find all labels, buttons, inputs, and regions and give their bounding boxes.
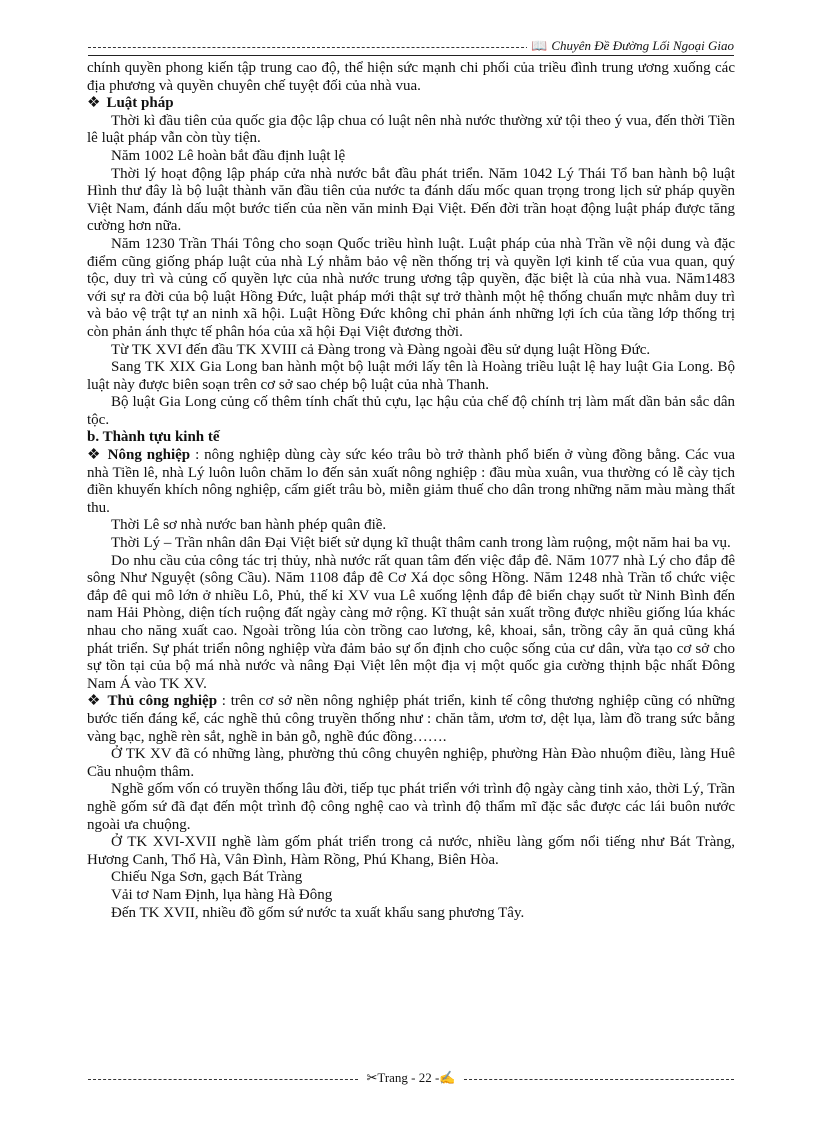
paragraph: Bộ luật Gia Long củng cố thêm tính chất thủ cựu, lạc hậu của chế độ chính trị làm mất dần bản sắc dân tộc. (87, 394, 735, 428)
book-icon: 📖 (531, 38, 548, 53)
paragraph: Ở TK XVI-XVII nghề làm gốm phát triển trong cả nước, nhiều làng gốm nổi tiếng như Bát Tràng, Hương Canh, Thổ Hà, Vân Đình, Hàm Rồng, Phú Khang, Biên Hòa. (87, 834, 735, 868)
paragraph: Nghề gốm vốn có truyền thống lâu đời, tiếp tục phát triển với trình độ ngày càng tinh xảo, thời Lý, Trần nghề gốm sứ đã đạt đến một trình độ công nghệ cao và trình độ thẩm mĩ đặc sắc được các lái buôn nước ngoài ưa chuộng. (87, 781, 735, 833)
section-heading-b: b. Thành tựu kinh tế (87, 429, 220, 446)
paragraph: Do nhu cầu của công tác trị thủy, nhà nước rất quan tâm đến việc đắp đê. Năm 1077 nhà Lý cho đắp đê sông Như Nguyệt (sông Cầu). Năm 1108 đắp đê Cơ Xá dọc sông Hồng. Năm 1248 nhà Trần tổ chức việc đắp đê qui mô lớn ở nhiều Lô, Phủ, thế kỉ XV vua Lê xuống lệnh đắp đê biển chạy suốt từ Ninh Bình đến nam Hải Phòng, diện tích ruộng đất ngày càng mở rộng. Kĩ thuật sản xuất trồng được nhiều giống lúa khác nhau cho năng xuất cao. Ngoài trồng lúa còn trồng cao lương, kê, khoai, sắn, trồng cây ăn quả cũng khá phát triển. Sự phát triển nông nghiệp vừa đảm bảo sự ổn định cho cuộc sống của cư dân, vừa tạo cơ sở cho sự tồn tại của bộ má nhà nước và nâng Đại Việt lên một địa vị một quốc gia cường thịnh bậc nhất Đông Nam Á vào TK XV. (87, 552, 735, 692)
page-footer (88, 1070, 734, 1086)
bullet-diamond-icon: ❖ (87, 693, 102, 710)
paragraph: Sang TK XIX Gia Long ban hành một bộ luật mới lấy tên là Hoàng triều luật lệ hay luật Gia Long. Bộ luật này được biên soạn trên cơ sở sao chép bộ luật của nhà Thanh. (87, 359, 735, 393)
paragraph: Đến TK XVII, nhiều đồ gốm sứ nước ta xuất khẩu sang phương Tây. (111, 904, 525, 921)
paragraph: Thời Lý – Trần nhân dân Đại Việt biết sử dụng kĩ thuật thâm canh trong làm ruộng, một năm hai ba vụ. (111, 535, 731, 552)
inline-heading-nong-nghiep: Nông nghiệp (107, 447, 191, 464)
page-number: ✂Trang - 22 -✍ (360, 1070, 461, 1086)
paragraph: Thời lý hoạt động lập pháp cửa nhà nước bắt đầu phát triển. Năm 1042 Lý Thái Tổ ban hành bộ luật Hình thư đây là bộ luật thành văn đầu tiên của nước ta đánh dấu mốc quan trọng trong lịch sử pháp quyền Việt Nam, đánh dấu một bước tiến của nền văn minh Đại Việt. Đến đời trần hoạt động luật pháp được tăng cường hơn nữa. (87, 165, 735, 235)
footer-dashed-rule-left (88, 1079, 358, 1080)
header-title (527, 38, 734, 54)
page-header (88, 38, 734, 54)
paragraph: Thời kì đầu tiên của quốc gia độc lập chua có luật nên nhà nước thường xử tội theo ý vua, đến thời Tiền lê luật pháp vẫn còn tùy tiện. (87, 112, 735, 147)
bullet-diamond-icon: ❖ (87, 447, 102, 464)
paragraph-nong-nghiep: ❖ Nông nghiệp : nông nghiệp dùng cày sức kéo trâu bò trở thành phổ biến ở vùng đồng bằng. Các vua nhà Tiền lê, nhà Lý luôn luôn chăm lo đến sản xuất nông nghiệp : đầu mùa xuân, vua thường có lễ cày tịch điền khuyến khích nông nghiệp, cấm giết trâu bò, miễn giảm thuế cho dân trong những năm màu màng thất thu. (87, 447, 735, 516)
paragraph: Chiếu Nga Sơn, gạch Bát Tràng (111, 869, 303, 886)
paragraph: Vải tơ Nam Định, lụa hàng Hà Đông (111, 886, 333, 903)
paragraph: Từ TK XVI đến đầu TK XVIII cả Đàng trong và Đàng ngoài đều sử dụng luật Hồng Đức. (111, 341, 651, 358)
paragraph: Thời Lê sơ nhà nước ban hành phép quân điề. (111, 517, 387, 534)
paragraph: Năm 1002 Lê hoàn bắt đầu định luật lệ (111, 147, 346, 164)
paragraph: chính quyền phong kiến tập trung cao độ, thể hiện sức mạnh chi phối của triều đình trung ương xuống các địa phương và quyền chuyên chế tuyệt đối của nhà vua. (87, 60, 735, 94)
inline-heading-thu-cong: Thủ công nghiệp (107, 693, 218, 710)
footer-dashed-rule-right (464, 1079, 734, 1080)
section-heading-luat-phap: ❖ Luật pháp (87, 95, 174, 112)
header-solid-rule (88, 55, 734, 56)
document-body (87, 60, 735, 922)
header-title-text: Chuyên Đề Đường Lối Ngoại Giao (551, 38, 734, 53)
paragraph-thu-cong: ❖ Thủ công nghiệp : trên cơ sở nền nông nghiệp phát triển, kinh tế công thương nghiệp cũng có những bước tiến đáng kể, các nghề thủ công truyền thống như : chăn tằm, ươm tơ, dệt lụa, làm đồ trang sức bằng vàng bạc, nghề rèn sắt, nghề in bản gỗ, nghề đúc đồng……. (87, 693, 735, 745)
bullet-diamond-icon: ❖ (87, 95, 101, 112)
paragraph: Năm 1230 Trần Thái Tông cho soạn Quốc triều hình luật. Luật pháp của nhà Trần về nội dung và đặc điểm cũng giống pháp luật của nhà Lý nhằm bảo vệ nền thống trị và quyền lợi kinh tế của vua quan, quý tộc, duy trì và củng cố quyền lực của nhà nước trung ương tập quyền, đặc biệt là của nhà vua. Năm1483 với sự ra đời của bộ luật Hồng Đức, luật pháp mới thật sự trở thành một hệ thống chuẩn mực nhằm duy trì và bảo vệ trật tự an ninh xã hội. Luật Hồng Đức không chỉ phản ánh những lợi ích của tầng lớp thống trị còn phản ánh thực tế phân hóa của xã hội Đại Việt đương thời. (87, 235, 735, 340)
paragraph: Ở TK XV đã có những làng, phường thủ công chuyên nghiệp, phường Hàn Đào nhuộm điều, làng Huê Cầu nhuộm thâm. (87, 746, 735, 780)
header-dashed-rule (88, 47, 534, 48)
